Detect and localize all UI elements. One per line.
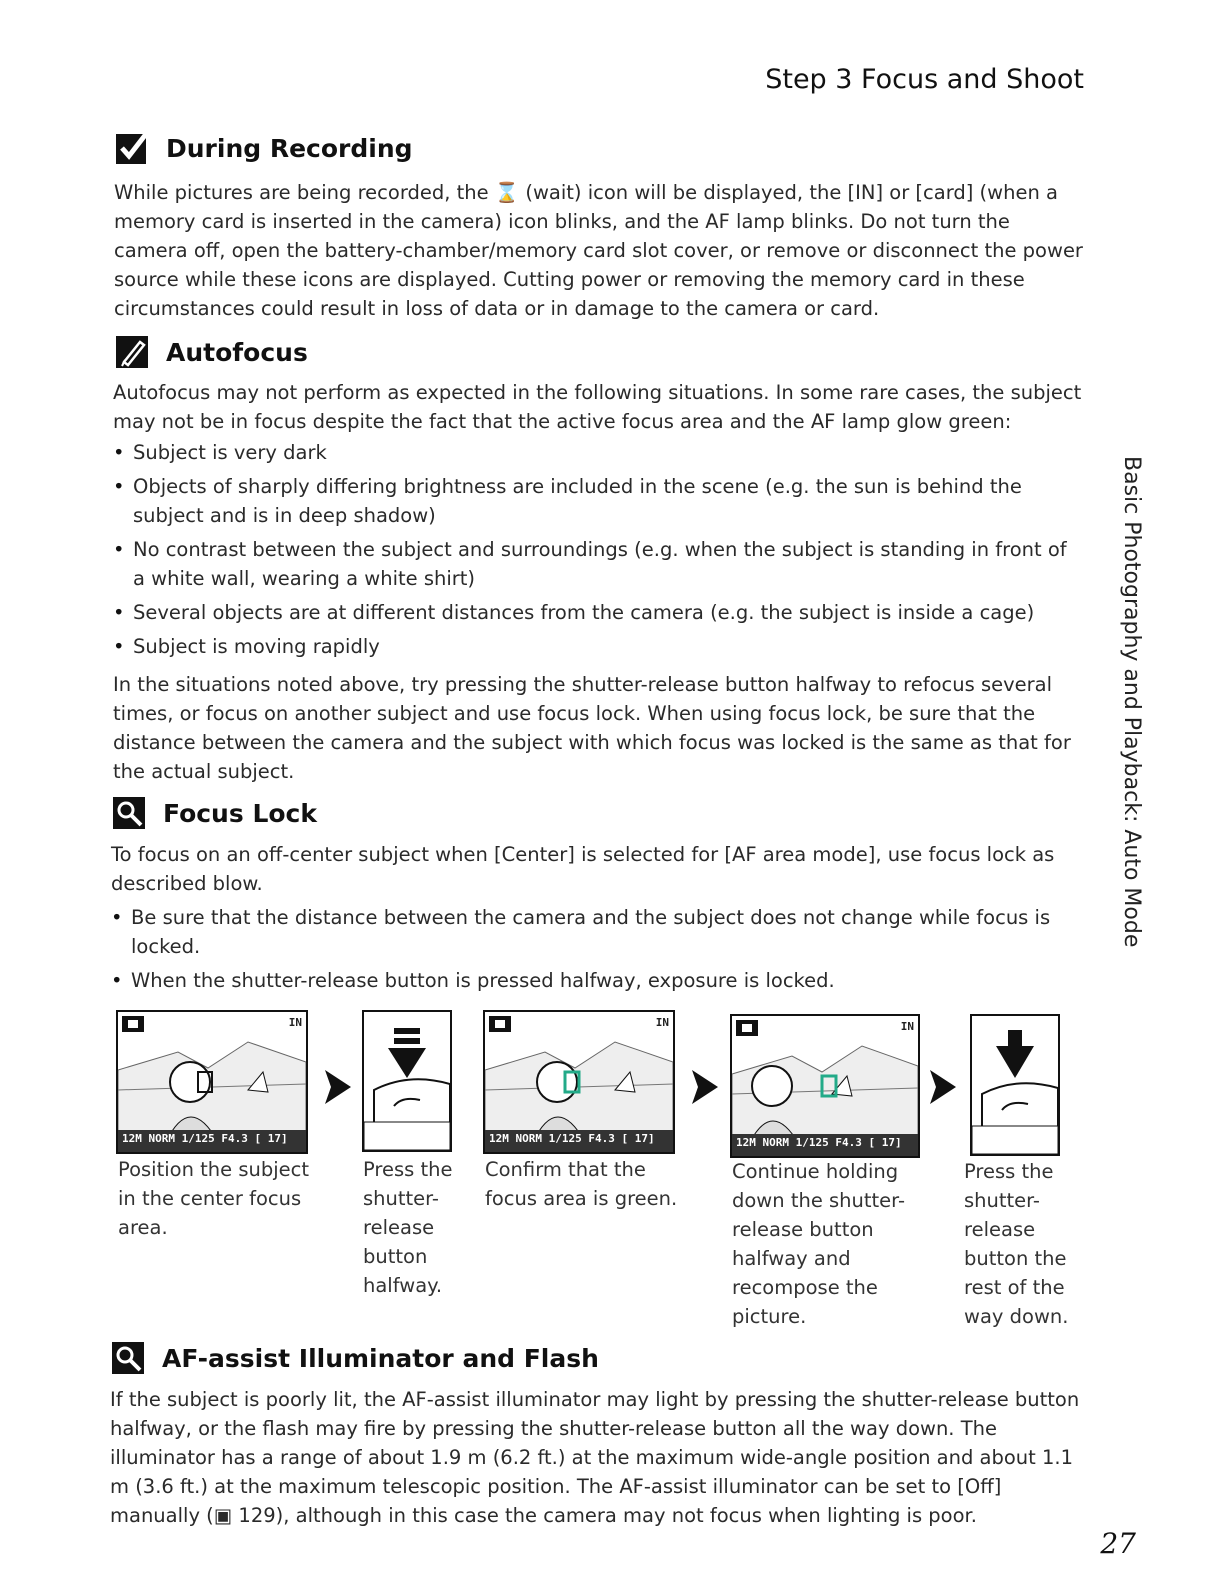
section-title-focus-lock: Focus Lock bbox=[113, 797, 317, 829]
internal-memory-icon: IN bbox=[655, 1016, 669, 1029]
camera-scene-illustration bbox=[485, 1012, 673, 1152]
section-body-recording: While pictures are being recorded, the ⌛ (wait) icon will be displayed, the [IN] or [card] (when a memory card is inserted in the camera) icon blinks, and the AF lamp blinks. Do not turn the camera off, open the battery-chamber/memory card slot cover, or remove or disconnect the power source while these icons are displayed. Cutting power or removing the memory card in these circumstances could result in loss of data or in damage to the camera or card. bbox=[114, 181, 1083, 320]
step-caption-2: Press the shutter-release button halfway. bbox=[363, 1158, 453, 1297]
list-item: • Subject is moving rapidly bbox=[113, 632, 1083, 661]
shutter-button-half-illustration bbox=[362, 1010, 452, 1152]
list-item: • Several objects are at different distances from the camera (e.g. the subject is inside a cage) bbox=[113, 598, 1083, 627]
arrow-right-icon bbox=[325, 1070, 351, 1104]
section-title-af-assist: AF-assist Illuminator and Flash bbox=[112, 1342, 599, 1374]
autofocus-outro: In the situations noted above, try pressing the shutter-release button halfway to refocus several times, or focus on another subject and use focus lock. When using focus lock, be sure that the distance between the camera and the subject with which focus was locked is the same as that for the actual subject. bbox=[113, 673, 1071, 783]
step-caption-4: Continue holding down the shutter-release button halfway and recompose the picture. bbox=[732, 1160, 905, 1328]
lcd-screen-step-4 bbox=[730, 1014, 920, 1158]
list-item: • No contrast between the subject and surroundings (e.g. when the subject is standing in front of a white wall, wearing a white shirt) bbox=[113, 535, 1083, 593]
section-title-recording: During Recording bbox=[116, 132, 413, 164]
autofocus-intro: Autofocus may not perform as expected in the following situations. In some rare cases, the subject may not be in focus despite the fact that the active focus area and the AF lamp glow green: bbox=[113, 381, 1082, 433]
lcd-readout: 12M NORM 1/125 F4.3 [ 17] bbox=[489, 1132, 655, 1145]
step-caption-5: Press the shutter-release button the rest of the way down. bbox=[964, 1160, 1069, 1328]
shutter-button-full-illustration bbox=[970, 1014, 1060, 1156]
internal-memory-icon: IN bbox=[900, 1020, 914, 1033]
step-caption-3: Confirm that the focus area is green. bbox=[485, 1158, 678, 1210]
check-mark-icon bbox=[116, 132, 148, 164]
section-body-af-assist: If the subject is poorly lit, the AF-assist illuminator may light by pressing the shutter-release button halfway, or the flash may fire by pressing the shutter-release button all the way down. The illuminator has a range of about 1.9 m (6.2 ft.) at the maximum wide-angle position and about 1.1 m (3.6 ft.) at the maximum telescopic position. The AF-assist illuminator can be set to [Off] manually (▣ 129), although in this case the camera may not focus when lighting is poor. bbox=[110, 1388, 1080, 1527]
lcd-screen-step-3 bbox=[483, 1010, 675, 1154]
section-title-autofocus: Autofocus bbox=[116, 336, 308, 368]
arrow-right-icon bbox=[692, 1070, 718, 1104]
arrow-right-icon bbox=[930, 1070, 956, 1104]
page-number: 27 bbox=[1100, 1527, 1136, 1560]
list-item: • When the shutter-release button is pressed halfway, exposure is locked. bbox=[111, 966, 1081, 995]
page-header: Step 3 Focus and Shoot bbox=[765, 64, 1084, 95]
side-tab bbox=[1100, 456, 1160, 948]
magnifier-note-icon bbox=[113, 797, 145, 829]
camera-scene-illustration bbox=[118, 1012, 306, 1152]
shutter-half-press-icon bbox=[364, 1012, 450, 1150]
magnifier-note-icon bbox=[112, 1342, 144, 1374]
camera-scene-illustration bbox=[732, 1016, 918, 1156]
lcd-readout: 12M NORM 1/125 F4.3 [ 17] bbox=[736, 1136, 902, 1149]
list-item: • Objects of sharply differing brightness are included in the scene (e.g. the sun is behind the subject and is in deep shadow) bbox=[113, 472, 1083, 530]
focus-lock-intro: To focus on an off-center subject when [Center] is selected for [AF area mode], use focus lock as described blow. bbox=[111, 843, 1055, 895]
step-caption-1: Position the subject in the center focus area. bbox=[118, 1158, 310, 1239]
shutter-full-press-icon bbox=[972, 1016, 1058, 1154]
pencil-note-icon bbox=[116, 336, 148, 368]
autofocus-bullets bbox=[113, 438, 1083, 666]
list-item: • Subject is very dark bbox=[113, 438, 1083, 467]
lcd-readout: 12M NORM 1/125 F4.3 [ 17] bbox=[122, 1132, 288, 1145]
internal-memory-icon: IN bbox=[288, 1016, 302, 1029]
side-tab-label: Basic Photography and Playback: Auto Mode bbox=[1119, 456, 1144, 948]
lcd-screen-step-1 bbox=[116, 1010, 308, 1154]
list-item: • Be sure that the distance between the camera and the subject does not change while focus is locked. bbox=[111, 903, 1081, 961]
focus-lock-bullets bbox=[111, 903, 1081, 1000]
